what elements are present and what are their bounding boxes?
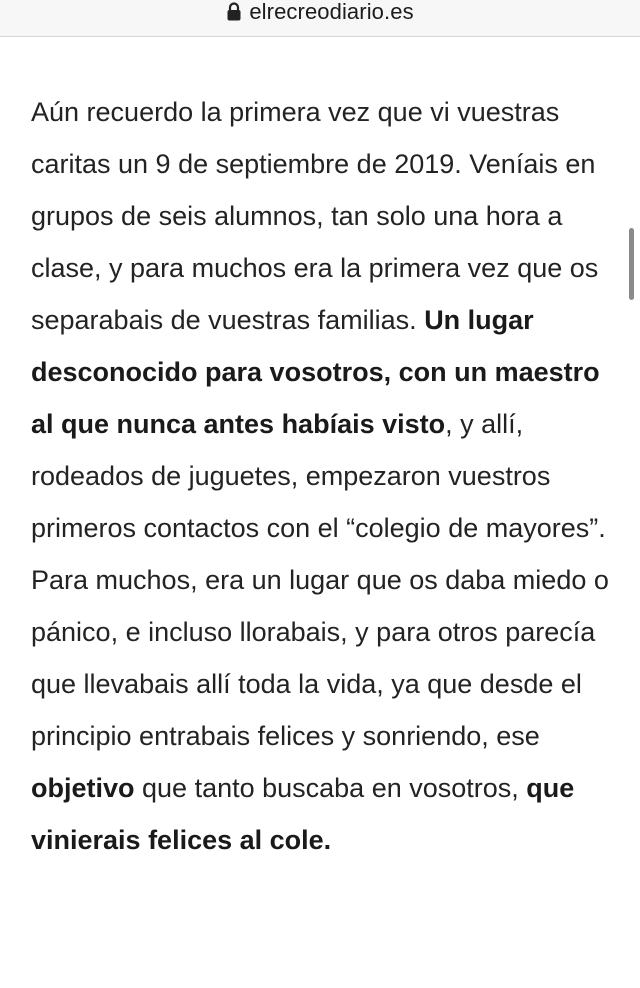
lock-icon (226, 2, 242, 22)
text-segment: que tanto buscaba en vosotros, (134, 773, 527, 803)
url-display[interactable] (226, 0, 413, 25)
emphasized-text: que vinierais felices al cole. (31, 773, 575, 855)
article-body (31, 86, 616, 866)
browser-address-bar[interactable] (0, 0, 640, 37)
site-domain: elrecreodiario.es (249, 0, 414, 24)
scrollbar-thumb[interactable] (629, 228, 634, 300)
text-segment: , y allí, rodeados de juguetes, empezaron vuestros primeros contactos con el “colegio de mayores”. Para muchos, era un lugar que os daba miedo o pánico, e incluso llorabais, y para otros parecía que llevabais allí toda la vida, ya que desde el principio entrabais felices y sonriendo, ese (31, 409, 609, 751)
article-paragraph (31, 86, 616, 866)
emphasized-text: Un lugar desconocido para vosotros, con un maestro al que nunca antes habíais visto (31, 305, 600, 439)
emphasized-text: objetivo (31, 773, 135, 803)
text-segment: Aún recuerdo la primera vez que vi vuestras caritas un 9 de septiembre de 2019. Veníais en grupos de seis alumnos, tan solo una hora a clase, y para muchos era la primera vez que os separabais de vuestras familias. (31, 97, 599, 335)
